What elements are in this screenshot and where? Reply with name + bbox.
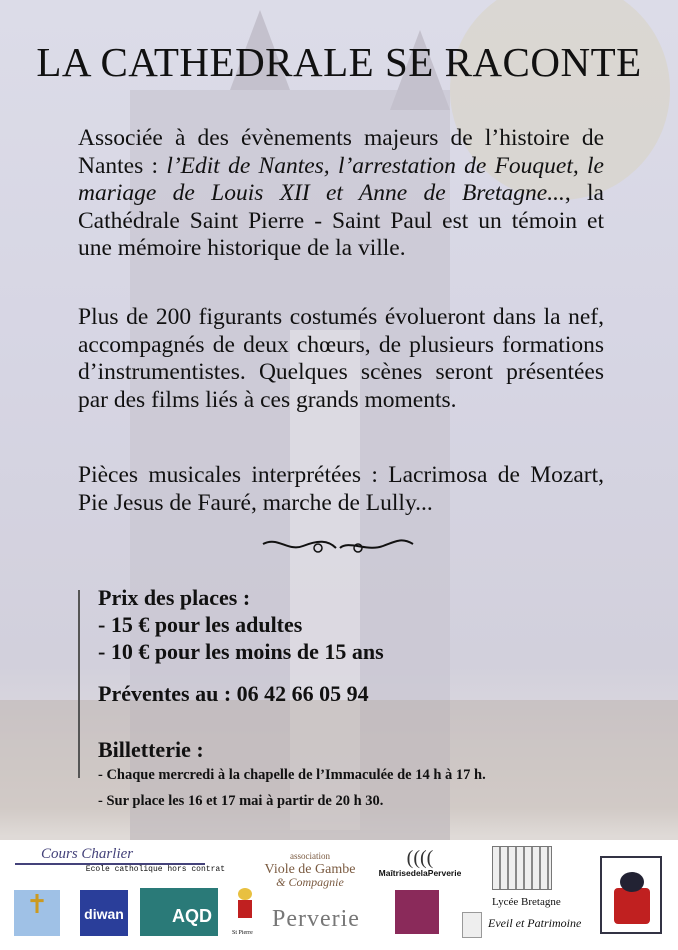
intro-events: l’Edit de Nantes, l’arrestation de Fouquet, le mariage de Louis XII et Anne de Bretagne... — [78, 152, 604, 206]
maitrise-name: MaîtrisedelaPerverie — [378, 868, 462, 878]
cours-charlier-logo — [15, 846, 225, 874]
eveil-emblem-icon — [462, 912, 482, 938]
diwan-logo: diwan — [80, 890, 128, 936]
perverie-logo: Perverie — [272, 906, 360, 932]
cours-charlier-name: Cours Charlier — [41, 846, 134, 862]
intro-text-end: , la Cathédrale Saint Pierre - Saint Paul est un témoin et une mémoire historique de la ville. — [78, 180, 604, 261]
cours-charlier-sub: Ecole catholique hors contrat — [85, 865, 225, 874]
ornament-divider-icon — [258, 534, 418, 558]
prices-heading: Prix des places : — [98, 585, 251, 610]
musique-sacree-logo — [395, 890, 439, 934]
viole-name: Viole de Gambe — [264, 862, 356, 877]
ticketing-onsite: - Sur place les 16 et 17 mai à partir de 20 h 30. — [98, 793, 384, 809]
st-pierre-label: St Pierre — [232, 930, 253, 936]
vertical-divider — [78, 590, 80, 778]
lycee-bretagne-label: Lycée Bretagne — [492, 896, 561, 908]
presales-phone: Préventes au : 06 42 66 05 94 — [98, 681, 369, 706]
price-adults: - 15 € pour les adultes — [98, 612, 303, 637]
figurants-paragraph: Plus de 200 figurants costumés évolueront dans la nef, accompagnés de deux chœurs, de plusieurs formations d’instrumentistes. Quelques scènes seront présentées par des films liés à ces grands moments. — [78, 304, 604, 413]
ticketing-wednesday: - Chaque mercredi à la chapelle de l’Immaculée de 14 h à 17 h. — [98, 767, 486, 783]
viole-compagnie: & Compagnie — [276, 875, 344, 889]
intro-paragraph — [78, 125, 604, 263]
book-child-logo — [600, 856, 662, 934]
music-paragraph: Pièces musicales interprétées : Lacrimosa de Mozart, Pie Jesus de Fauré, marche de Lully... — [78, 462, 604, 516]
price-children: - 10 € pour les moins de 15 ans — [98, 639, 384, 664]
viole-assoc: association — [290, 851, 330, 861]
maitrise-perverie-logo: (((( MaîtrisedelaPerverie — [370, 848, 470, 878]
st-pierre-mascot-image — [232, 888, 260, 928]
ticketing-heading: Billetterie : — [98, 737, 204, 762]
poster-title: LA CATHEDRALE SE RACONTE — [36, 39, 642, 85]
lycee-bretagne-building-image — [492, 846, 552, 890]
aqd-logo: AQD — [140, 888, 218, 936]
intro-text: Associée à des évènements majeurs de l’histoire de Nantes : — [78, 125, 604, 179]
eveil-patrimoine-label: Eveil et Patrimoine — [488, 916, 582, 930]
viole-de-gambe-logo — [255, 850, 365, 889]
cross-logo: ✝ — [14, 890, 60, 936]
